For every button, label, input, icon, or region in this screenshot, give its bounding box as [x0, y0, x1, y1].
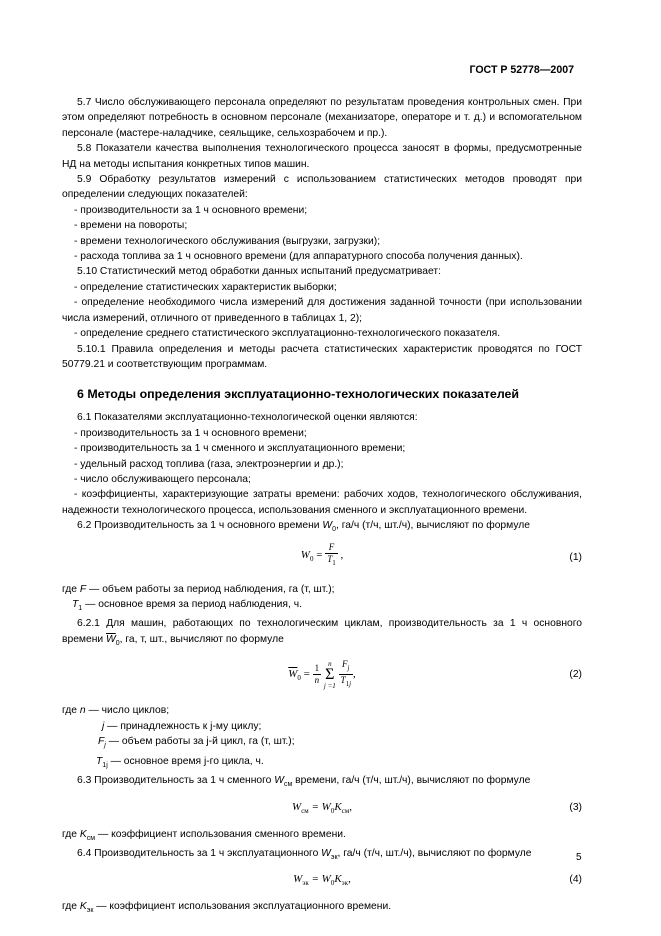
list-item: - производительность за 1 ч сменного и эксплуатационного времени; — [74, 443, 406, 455]
formula-4: $W_{эк} = W_0K_{эк}$, (4) — [293, 873, 582, 888]
formula-number: (1) — [569, 551, 582, 563]
list-item: - коэффициенты, характеризующие затраты времени: рабочих ходов, технологического обслуживания, надежности технологического процесса, использования сменного и эксплуатационного времени. — [62, 489, 582, 516]
paragraph-5-7: 5.7 Число обслуживающего персонала определяют по результатам проведения контрольных смен. При этом определяют потребность в основном персонале (механизаторе, операторе и т. д.) и вспомогательном персонале (мастере-наладчике, сеяльщике, сельхозрабочем и пр.). — [62, 97, 582, 139]
paragraph-6-2: 6.2 Производительность за 1 ч основного времени $W_0$, га/ч (т/ч, шт./ч), вычисляют по формуле — [77, 520, 531, 534]
paragraph-6-1: 6.1 Показателями эксплуатационно-технологической оценки являются: — [77, 412, 418, 424]
list-item: - определение необходимого числа измерений для достижения заданной точности (при использовании числа измерений, отличного от приведенного в таблицах 1, 2); — [62, 297, 582, 324]
paragraph-5-10: 5.10 Статистический метод обработки данных испытаний предусматривает: — [77, 266, 441, 278]
paragraph-5-10-1: 5.10.1 Правила определения и методы расчета статистических характеристик проводятся по ГОСТ 50779.21 и соответствующим программам. — [62, 343, 582, 370]
where-item: $T_1$ — основное время за период наблюдения, ч. — [72, 599, 302, 613]
where-item: где n — число циклов; — [62, 705, 170, 717]
paragraph-6-2-1: 6.2.1 Для машин, работающих по технологическим циклам, производительность за 1 ч основного времени $\overline{W}_0$, га, т, шт., вычисляют по формуле — [62, 618, 582, 647]
paragraph-6-4: 6.4 Производительность за 1 ч эксплуатационного $W_{эк}$, га/ч (т/ч, шт./ч), вычисляют по формуле — [77, 847, 532, 861]
formula-number: (2) — [569, 669, 582, 681]
where-item: где $K_{эк}$ — коэффициент использования эксплуатационного времени. — [62, 901, 392, 915]
document-body — [62, 95, 582, 919]
where-item: j — принадлежность к j-му циклу; — [102, 720, 262, 732]
formula-3: $W_{см} = W_0K_{см}$, (3) — [292, 800, 582, 815]
list-item: - времени на повороты; — [74, 220, 188, 232]
list-item: - расхода топлива за 1 ч основного времени (для аппаратурного способа получения данных). — [74, 251, 523, 263]
where-item: где $K_{см}$ — коэффициент использования сменного времени. — [62, 828, 346, 842]
list-item: - число обслуживающего персонала; — [74, 473, 251, 485]
list-item: - производительности за 1 ч основного времени; — [74, 204, 308, 216]
section-heading-6: 6 Методы определения эксплуатационно-технологических показателей — [77, 387, 520, 402]
formula-1: $W_0$ = $\frac{F}{T_1}$ , (1) — [300, 541, 582, 567]
formula-2: $\overline{W}_0$ = $\frac{1}{n}$ n Σ j =1 $\frac{F_j}{T_{1j}}$ , (2) — [288, 659, 582, 690]
page-number: 5 — [576, 852, 582, 863]
paragraph-5-9: 5.9 Обработку результатов измерений с использованием статистических методов проводят при определении следующих показателей: — [62, 174, 582, 201]
list-item: - определение статистических характеристик выборки; — [74, 281, 337, 293]
standard-header: ГОСТ Р 52778—2007 — [469, 64, 574, 76]
paragraph-6-3: 6.3 Производительность за 1 ч сменного $W_{см}$ времени, га/ч (т/ч, шт./ч), вычисляют по формуле — [77, 775, 531, 789]
formula-number: (4) — [569, 874, 582, 886]
where-item: $T_{1j}$ — основное время j-го цикла, ч. — [96, 755, 264, 769]
paragraph-5-8: 5.8 Показатели качества выполнения технологического процесса заносят в формы, предусмотренные НД на методы испытания конкретных типов машин. — [62, 143, 582, 170]
where-item: $F_j$ — объем работы за j-й цикл, га (т, шт.); — [98, 736, 295, 750]
list-item: - времени технологического обслуживания (выгрузки, загрузки); — [74, 235, 381, 247]
list-item: - производительность за 1 ч основного времени; — [74, 427, 307, 439]
list-item: - удельный расход топлива (газа, электроэнергии и др.); — [74, 458, 344, 470]
formula-number: (3) — [569, 801, 582, 813]
where-item: где F — объем работы за период наблюдения, га (т, шт.); — [62, 583, 335, 595]
list-item: - определение среднего статистического эксплуатационно-технологического показателя. — [74, 328, 501, 340]
